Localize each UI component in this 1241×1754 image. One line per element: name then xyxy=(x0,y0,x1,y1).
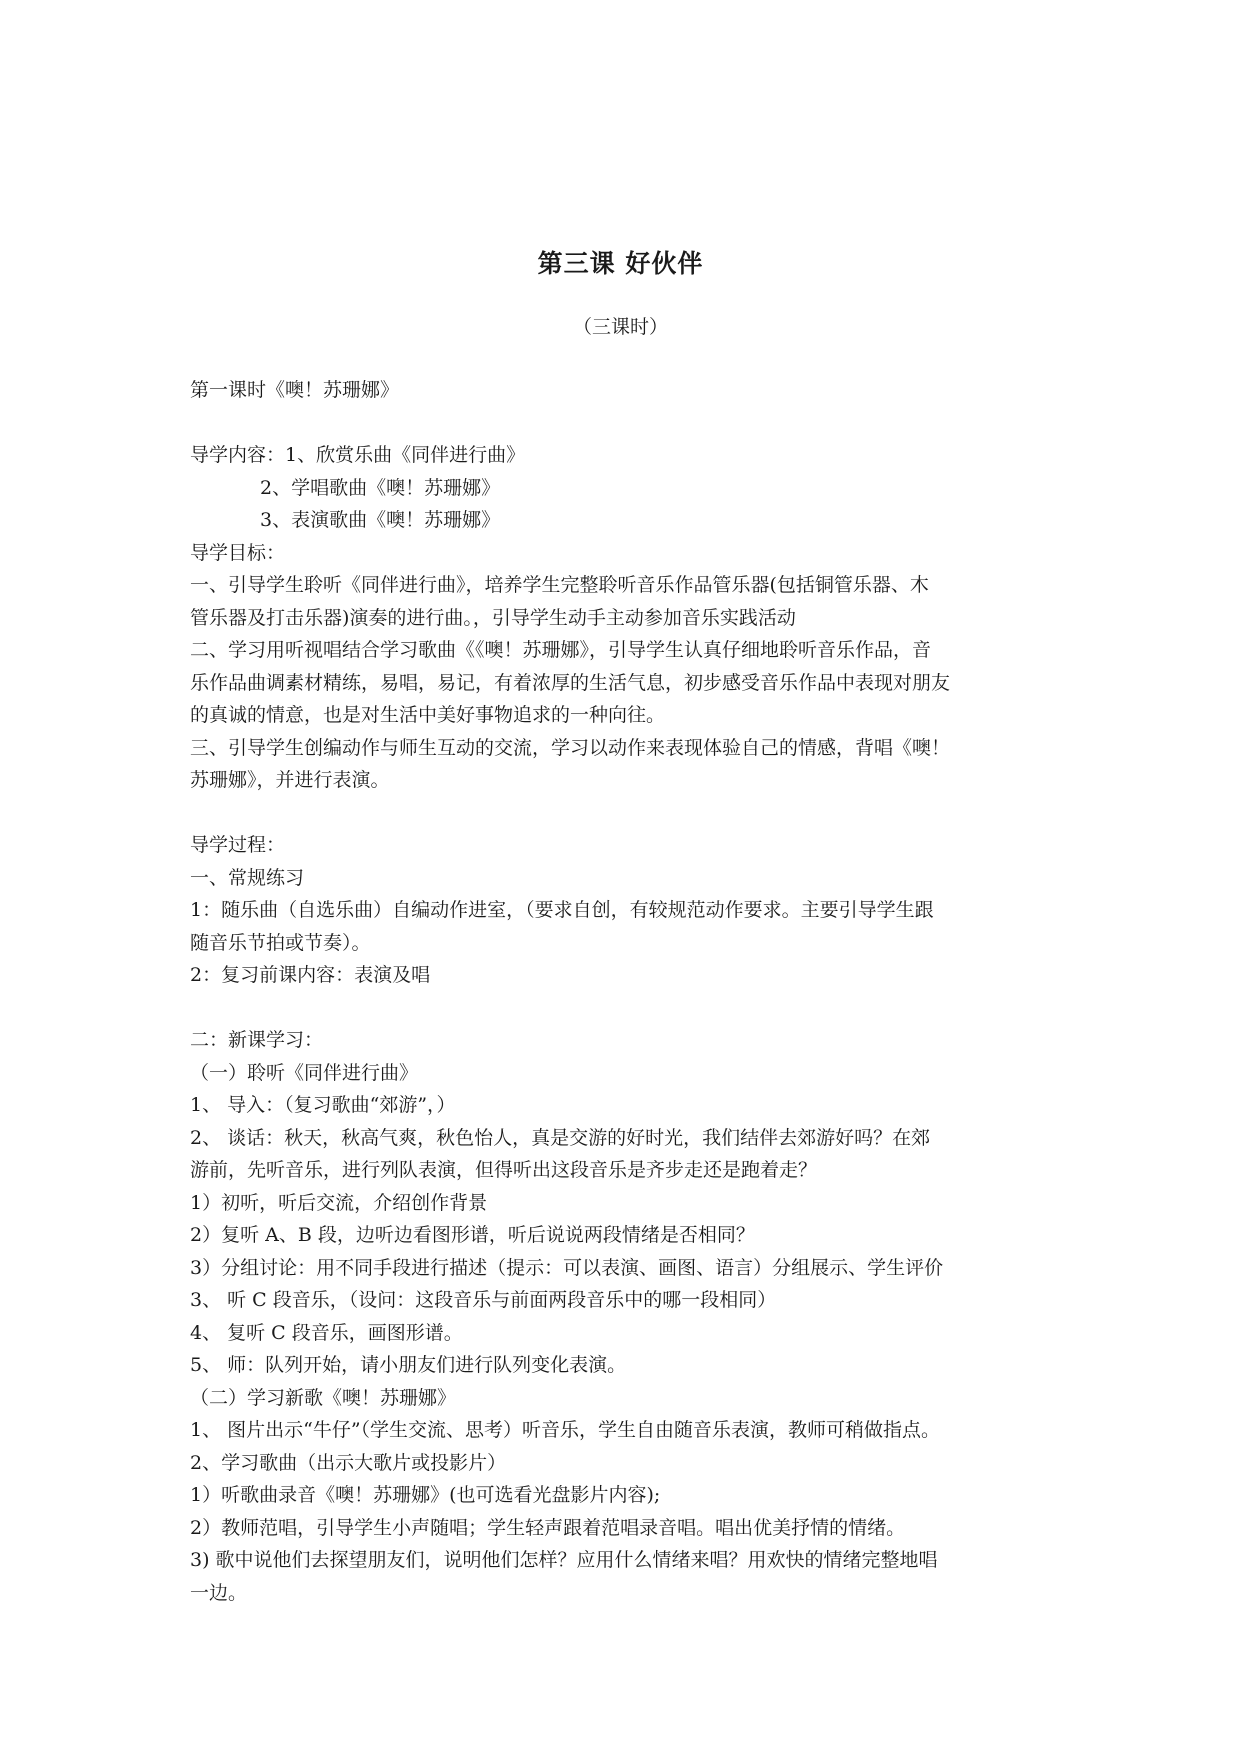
blank-line xyxy=(190,992,1070,1025)
document-title: 第三课 好伙伴 xyxy=(537,249,704,278)
paragraph-line: 2）复听 A、B 段，边听边看图形谱，听后说说两段情绪是否相同？ xyxy=(190,1224,755,1246)
paragraph-line: 1：随乐曲（自选乐曲）自编动作进室，（要求自创，有较规范动作要求。主要引导学生跟 xyxy=(190,899,934,921)
paragraph-line: （二）学习新歌《噢！苏珊娜》 xyxy=(190,1386,457,1409)
paragraph-line: 二、学习用听视唱结合学习歌曲《《噢！苏珊娜》，引导学生认真仔细地聆听音乐作品，音 xyxy=(190,639,932,661)
lesson-heading: 第一课时《噢！苏珊娜》 xyxy=(190,379,400,401)
paragraph-line: 1）初听，听后交流，介绍创作背景 xyxy=(190,1191,488,1214)
paragraph-line: 2、 谈话：秋天，秋高气爽，秋色怡人，真是交游的好时光，我们结伴去郊游好吗？在郊 xyxy=(190,1126,931,1149)
blank-line xyxy=(190,407,1070,440)
section-heading: 二：新课学习： xyxy=(190,1029,324,1051)
section-heading: 导学目标： xyxy=(190,541,286,564)
blank-line xyxy=(190,797,1070,830)
paragraph-line: 3) 歌中说他们去探望朋友们，说明他们怎样？应用什么情绪来唱？用欢快的情绪完整地唱 xyxy=(190,1549,938,1571)
paragraph-line: 3、 听 C 段音乐，（设问：这段音乐与前面两段音乐中的哪一段相同） xyxy=(190,1289,777,1311)
guide-content-line: 3、表演歌曲《噢！苏珊娜》 xyxy=(260,509,501,531)
guide-content-line: 导学内容：1、欣赏乐曲《同伴进行曲》 xyxy=(190,444,526,466)
paragraph-line: 2、学习歌曲（出示大歌片或投影片） xyxy=(190,1451,507,1474)
paragraph-line: 游前，先听音乐，进行列队表演，但得听出这段音乐是齐步走还是跑着走？ xyxy=(190,1159,818,1181)
paragraph-line: 随音乐节拍或节奏）。 xyxy=(190,931,371,954)
paragraph-line: 一、引导学生聆听《同伴进行曲》，培养学生完整聆听音乐作品管乐器(包括铜管乐器、木 xyxy=(190,574,929,596)
paragraph-line: 三、引导学生创编动作与师生互动的交流，学习以动作来表现体验自己的情感，背唱《噢！ xyxy=(190,736,951,759)
section-heading: 导学过程： xyxy=(190,834,286,856)
paragraph-line: 5、 师：队列开始，请小朋友们进行队列变化表演。 xyxy=(190,1354,627,1376)
paragraph-line: 3）分组讨论：用不同手段进行描述（提示：可以表演、画图、语言）分组展示、学生评价 xyxy=(190,1256,944,1279)
paragraph-line: （一）聆听《同伴进行曲》 xyxy=(190,1061,419,1084)
paragraph-line: 乐作品曲调素材精练，易唱，易记，有着浓厚的生活气息，初步感受音乐作品中表现对朋友 xyxy=(190,671,951,694)
paragraph-line: 1、 图片出示“牛仔”（学生交流、思考）听音乐，学生自由随音乐表演，教师可稍做指点。 xyxy=(190,1419,941,1441)
paragraph-line: 4、 复听 C 段音乐，画图形谱。 xyxy=(190,1321,463,1344)
paragraph-line: 管乐器及打击乐器)演奏的进行曲。，引导学生动手主动参加音乐实践活动 xyxy=(190,606,796,629)
paragraph-line: 1）听歌曲录音《噢！苏珊娜》(也可选看光盘影片内容); xyxy=(190,1484,661,1506)
paragraph-line: 一边。 xyxy=(190,1581,248,1604)
paragraph-line: 2：复习前课内容：表演及唱 xyxy=(190,964,431,986)
paragraph-line: 1、 导入：（复习歌曲“郊游”，） xyxy=(190,1094,456,1116)
document-body xyxy=(190,374,1070,1609)
paragraph-line: 一、常规练习 xyxy=(190,866,305,889)
guide-content-line: 2、学唱歌曲《噢！苏珊娜》 xyxy=(260,476,501,499)
paragraph-line: 的真诚的情意，也是对生活中美好事物追求的一种向往。 xyxy=(190,704,666,726)
paragraph-line: 苏珊娜》，并进行表演。 xyxy=(190,769,390,791)
paragraph-line: 2）教师范唱，引导学生小声随唱；学生轻声跟着范唱录音唱。唱出优美抒情的情绪。 xyxy=(190,1516,906,1539)
document-subtitle: （三课时） xyxy=(572,316,668,338)
